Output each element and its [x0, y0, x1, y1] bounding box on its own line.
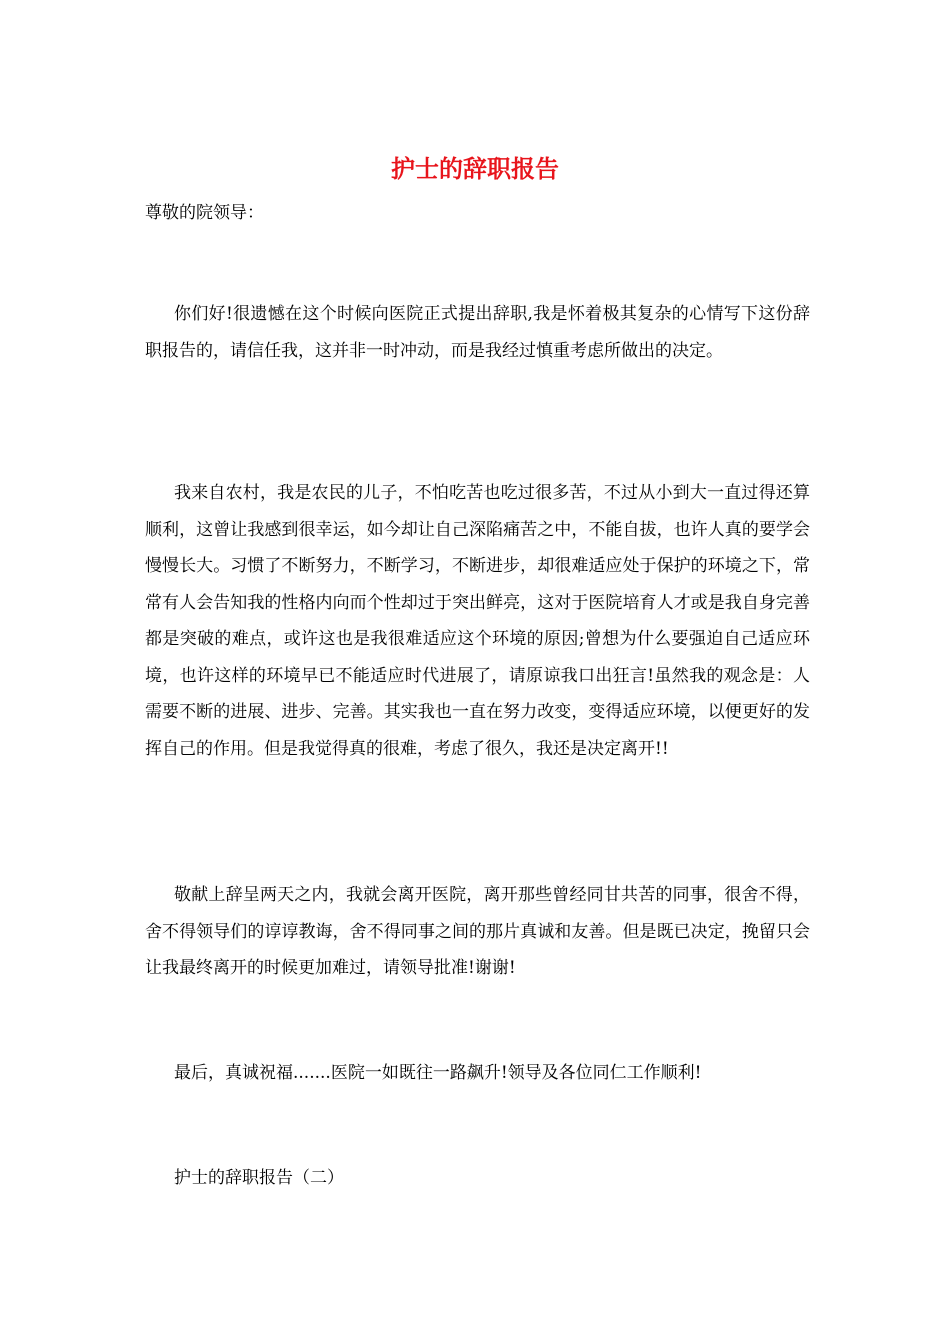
paragraph-closing-wishes: 最后，真诚祝福.......医院一如既往一路飙升!领导及各位同仁工作顺利! — [174, 1063, 702, 1083]
paragraph-farewell: 敬献上辞呈两天之内，我就会离开医院，离开那些曾经同甘共苦的同事，很舍不得，舍不得领导们的谆谆教诲，舍不得同事之间的那片真诚和友善。但是既已决定，挽留只会让我最终离开的时候更加难过，请领导批准!谢谢! — [145, 885, 810, 978]
paragraph-background: 我来自农村，我是农民的儿子，不怕吃苦也吃过很多苦，不过从小到大一直过得还算顺利，这曾让我感到很幸运，如今却让自己深陷痛苦之中，不能自拔，也许人真的要学会慢慢长大。习惯了不断努力，不断学习，不断进步，却很难适应处于保护的环境之下，常常有人会告知我的性格内向而个性却过于突出鲜亮，这对于医院培育人才或是我自身完善都是突破的难点，或许这也是我很难适应这个环境的原因;曾想为什么要强迫自己适应环境，也许这样的环境早已不能适应时代进展了，请原谅我口出狂言!虽然我的观念是：人需要不断的进展、进步、完善。其实我也一直在努力改变，变得适应环境，以便更好的发挥自己的作用。但是我觉得真的很难，考虑了很久，我还是决定离开!! — [145, 483, 810, 759]
document-title: 护士的辞职报告 — [391, 154, 559, 183]
paragraph-greeting: 你们好!很遗憾在这个时候向医院正式提出辞职,我是怀着极其复杂的心情写下这份辞职报告的，请信任我，这并非一时冲动，而是我经过慎重考虑所做出的决定。 — [145, 304, 810, 361]
salutation: 尊敬的院领导： — [145, 203, 264, 223]
section-heading-part-two: 护士的辞职报告（二） — [174, 1168, 344, 1188]
